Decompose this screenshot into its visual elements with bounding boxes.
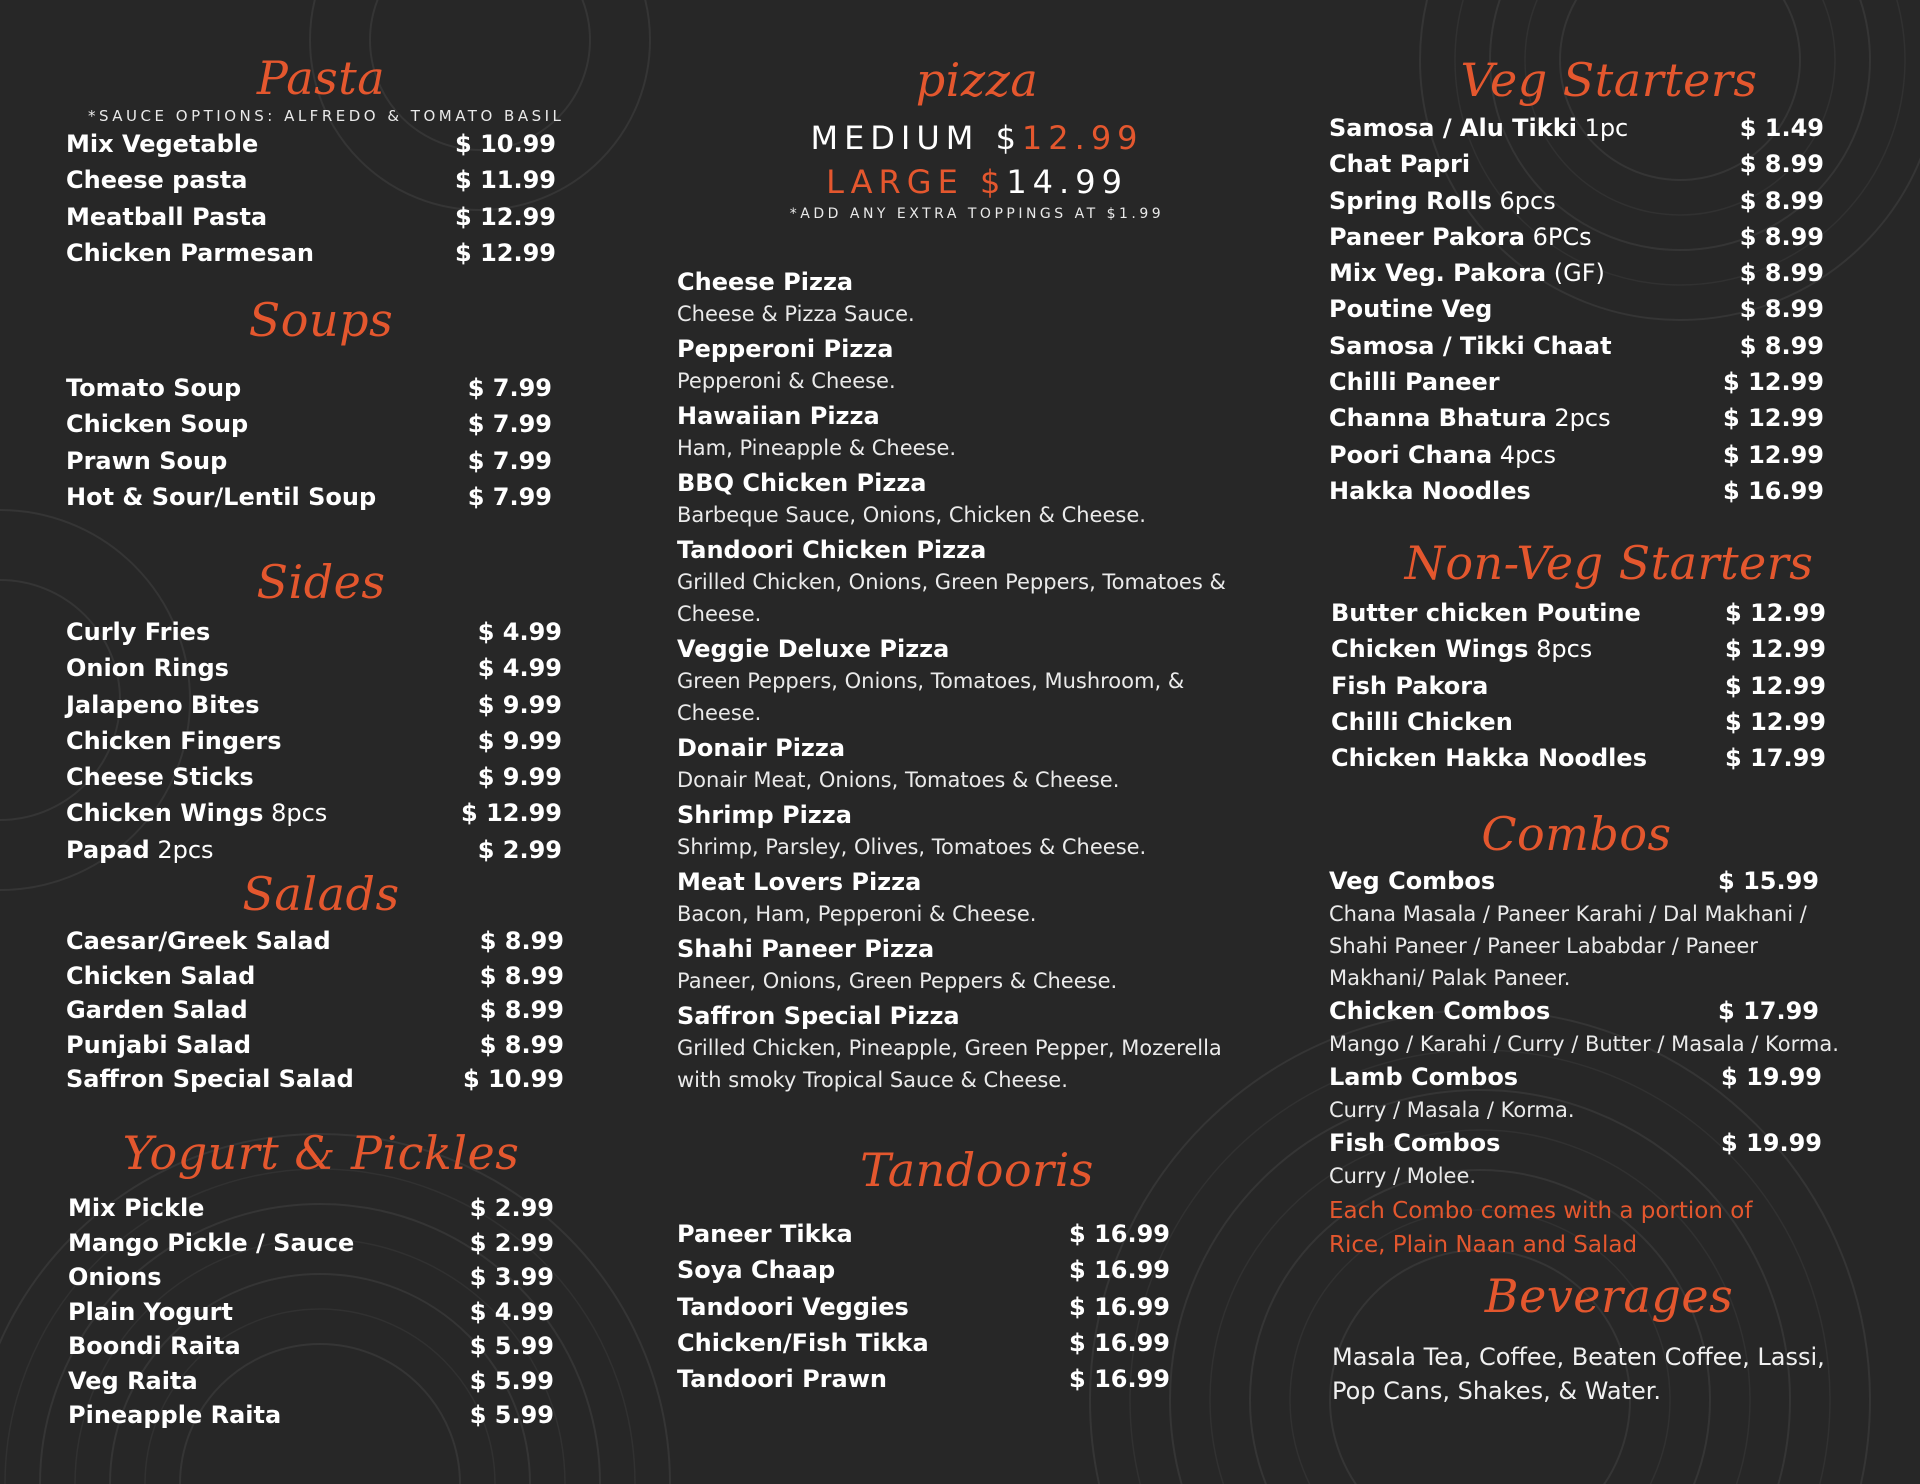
sides-title: Sides	[256, 555, 386, 609]
menu-item: Cheese pasta $ 11.99	[66, 166, 556, 195]
pizza-large-price: LARGE $14.99	[826, 163, 1128, 201]
veg-starters-title: Veg Starters	[1460, 53, 1758, 107]
menu-item: Chicken Parmesan $ 12.99	[66, 238, 556, 267]
menu-item: Mix Pickle $ 2.99	[68, 1194, 554, 1222]
menu-item: Chicken Soup $ 7.99	[66, 410, 552, 439]
pizza-item: Shrimp Pizza Shrimp, Parsley, Olives, Tomatoes & Cheese.	[677, 801, 1147, 859]
soups-title: Soups	[248, 293, 394, 347]
soups-section	[66, 292, 576, 515]
pizza-item: BBQ Chicken Pizza Barbeque Sauce, Onions, Chicken & Cheese.	[677, 469, 1146, 527]
combo-item: Veg Combos $ 15.99 Chana Masala / Paneer Karahi / Dal Makhani / Shahi Paneer / Paneer Lababdar / Paneer Makhani/ Palak Paneer.	[1329, 867, 1819, 990]
menu-item: Tomato Soup $ 7.99	[66, 374, 552, 402]
combo-item: Fish Combos $ 19.99 Curry / Molee.	[1329, 1129, 1822, 1188]
salads-section	[66, 866, 576, 1097]
non-veg-starters-section	[1329, 535, 1889, 776]
beverages-text: Masala Tea, Coffee, Beaten Coffee, Lassi, Pop Cans, Shakes, & Water.	[1332, 1343, 1825, 1405]
menu-item: Samosa / Alu Tikki 1pc $ 1.49	[1329, 114, 1824, 142]
menu-item: Poutine Veg $ 8.99	[1329, 295, 1824, 324]
pizza-toppings-note: *ADD ANY EXTRA TOPPINGS AT $1.99	[789, 206, 1165, 222]
menu-item: Punjabi Salad $ 8.99	[66, 1030, 564, 1059]
combos-section	[1329, 806, 1869, 1262]
non-veg-starters-title: Non-Veg Starters	[1404, 536, 1814, 590]
menu-item: Papad 2pcs $ 2.99	[66, 835, 562, 864]
yogurt-pickles-title: Yogurt & Pickles	[122, 1126, 520, 1180]
menu-item: Caesar/Greek Salad $ 8.99	[66, 927, 564, 955]
menu-item: Soya Chaap $ 16.99	[677, 1256, 1170, 1285]
pizza-item: Pepperoni Pizza Pepperoni & Cheese.	[677, 335, 896, 393]
menu-item: Prawn Soup $ 7.99	[66, 446, 552, 475]
menu-item: Fish Pakora $ 12.99	[1331, 671, 1826, 700]
menu-item: Plain Yogurt $ 4.99	[68, 1297, 554, 1326]
menu-item: Chicken Hakka Noodles $ 17.99	[1331, 744, 1826, 773]
menu-item: Chilli Chicken $ 12.99	[1331, 707, 1826, 736]
menu-item: Onions $ 3.99	[68, 1263, 554, 1291]
salads-title: Salads	[242, 867, 400, 921]
menu-item: Jalapeno Bites $ 9.99	[66, 690, 562, 719]
menu-item: Paneer Pakora 6PCs $ 8.99	[1329, 222, 1824, 251]
combo-item: Chicken Combos $ 17.99 Mango / Karahi / Curry / Butter / Masala / Korma.	[1329, 997, 1839, 1056]
pasta-title: Pasta	[256, 51, 386, 105]
menu-item: Hot & Sour/Lentil Soup $ 7.99	[66, 482, 552, 511]
menu-item: Onion Rings $ 4.99	[66, 654, 562, 683]
pizza-item: Meat Lovers Pizza Bacon, Ham, Pepperoni & Cheese.	[677, 868, 1037, 926]
menu-item: Pineapple Raita $ 5.99	[68, 1401, 554, 1429]
yogurt-pickles-section	[66, 1125, 576, 1433]
menu-item: Spring Rolls 6pcs $ 8.99	[1329, 186, 1824, 215]
pizza-item: Donair Pizza Donair Meat, Onions, Tomatoes & Cheese.	[677, 734, 1120, 792]
menu-item: Garden Salad $ 8.99	[66, 996, 564, 1024]
pizza-medium-price: MEDIUM $12.99	[810, 119, 1144, 157]
menu-item: Chicken Fingers $ 9.99	[66, 726, 562, 755]
combos-title: Combos	[1481, 807, 1672, 861]
tandooris-section	[677, 1142, 1277, 1397]
menu-item: Poori Chana 4pcs $ 12.99	[1329, 440, 1824, 469]
menu-item: Veg Raita $ 5.99	[68, 1366, 554, 1395]
pizza-title: pizza	[915, 53, 1039, 107]
tandooris-title: Tandooris	[860, 1143, 1094, 1197]
beverages-section	[1329, 1268, 1889, 1408]
menu-item: Chicken Salad $ 8.99	[66, 961, 564, 990]
veg-starters-section	[1329, 52, 1889, 509]
menu-item: Boondi Raita $ 5.99	[68, 1332, 554, 1360]
menu-item: Tandoori Prawn $ 16.99	[677, 1365, 1170, 1394]
menu-item: Saffron Special Salad $ 10.99	[66, 1065, 564, 1093]
menu-item: Butter chicken Poutine $ 12.99	[1331, 599, 1826, 627]
menu-item: Mango Pickle / Sauce $ 2.99	[68, 1228, 554, 1257]
menu-item: Mix Veg. Pakora (GF) $ 8.99	[1329, 259, 1824, 288]
menu-item: Curly Fries $ 4.99	[66, 618, 562, 646]
pasta-note: *SAUCE OPTIONS: ALFREDO & TOMATO BASIL	[88, 107, 565, 125]
combo-note: Each Combo comes with a portion of Rice, Plain Naan and Salad	[1329, 1198, 1753, 1258]
sides-section	[66, 554, 576, 868]
menu-item: Chat Papri $ 8.99	[1329, 150, 1824, 179]
menu-item: Tandoori Veggies $ 16.99	[677, 1292, 1170, 1321]
menu-item: Chicken/Fish Tikka $ 16.99	[677, 1328, 1170, 1357]
menu-item: Cheese Sticks $ 9.99	[66, 763, 562, 792]
pizza-list	[677, 266, 1247, 1099]
combo-item: Lamb Combos $ 19.99 Curry / Masala / Korma.	[1329, 1063, 1822, 1122]
menu-item: Samosa / Tikki Chaat $ 8.99	[1329, 331, 1824, 360]
pizza-item: Cheese Pizza Cheese & Pizza Sauce.	[677, 268, 915, 326]
menu-item: Chilli Paneer $ 12.99	[1329, 368, 1824, 397]
pasta-section	[66, 50, 576, 271]
pizza-item: Tandoori Chicken Pizza Grilled Chicken, Onions, Green Peppers, Tomatoes & Cheese.	[677, 536, 1226, 626]
pizza-item: Veggie Deluxe Pizza Green Peppers, Onions, Tomatoes, Mushroom, & Cheese.	[677, 635, 1185, 725]
menu-item: Chicken Wings 8pcs $ 12.99	[66, 799, 562, 828]
pizza-section	[677, 52, 1277, 224]
beverages-title: Beverages	[1484, 1269, 1734, 1323]
menu-item: Chicken Wings 8pcs $ 12.99	[1331, 635, 1826, 664]
menu-item: Hakka Noodles $ 16.99	[1329, 476, 1824, 505]
menu-item: Meatball Pasta $ 12.99	[66, 202, 556, 231]
pizza-item: Saffron Special Pizza Grilled Chicken, Pineapple, Green Pepper, Mozerella with smoky Tropical Sauce & Cheese.	[677, 1002, 1222, 1092]
pizza-item: Hawaiian Pizza Ham, Pineapple & Cheese.	[677, 402, 957, 460]
menu-item: Mix Vegetable $ 10.99	[66, 130, 556, 158]
menu-item: Paneer Tikka $ 16.99	[677, 1220, 1170, 1248]
menu-item: Channa Bhatura 2pcs $ 12.99	[1329, 404, 1824, 433]
pizza-item: Shahi Paneer Pizza Paneer, Onions, Green Peppers & Cheese.	[677, 935, 1118, 993]
